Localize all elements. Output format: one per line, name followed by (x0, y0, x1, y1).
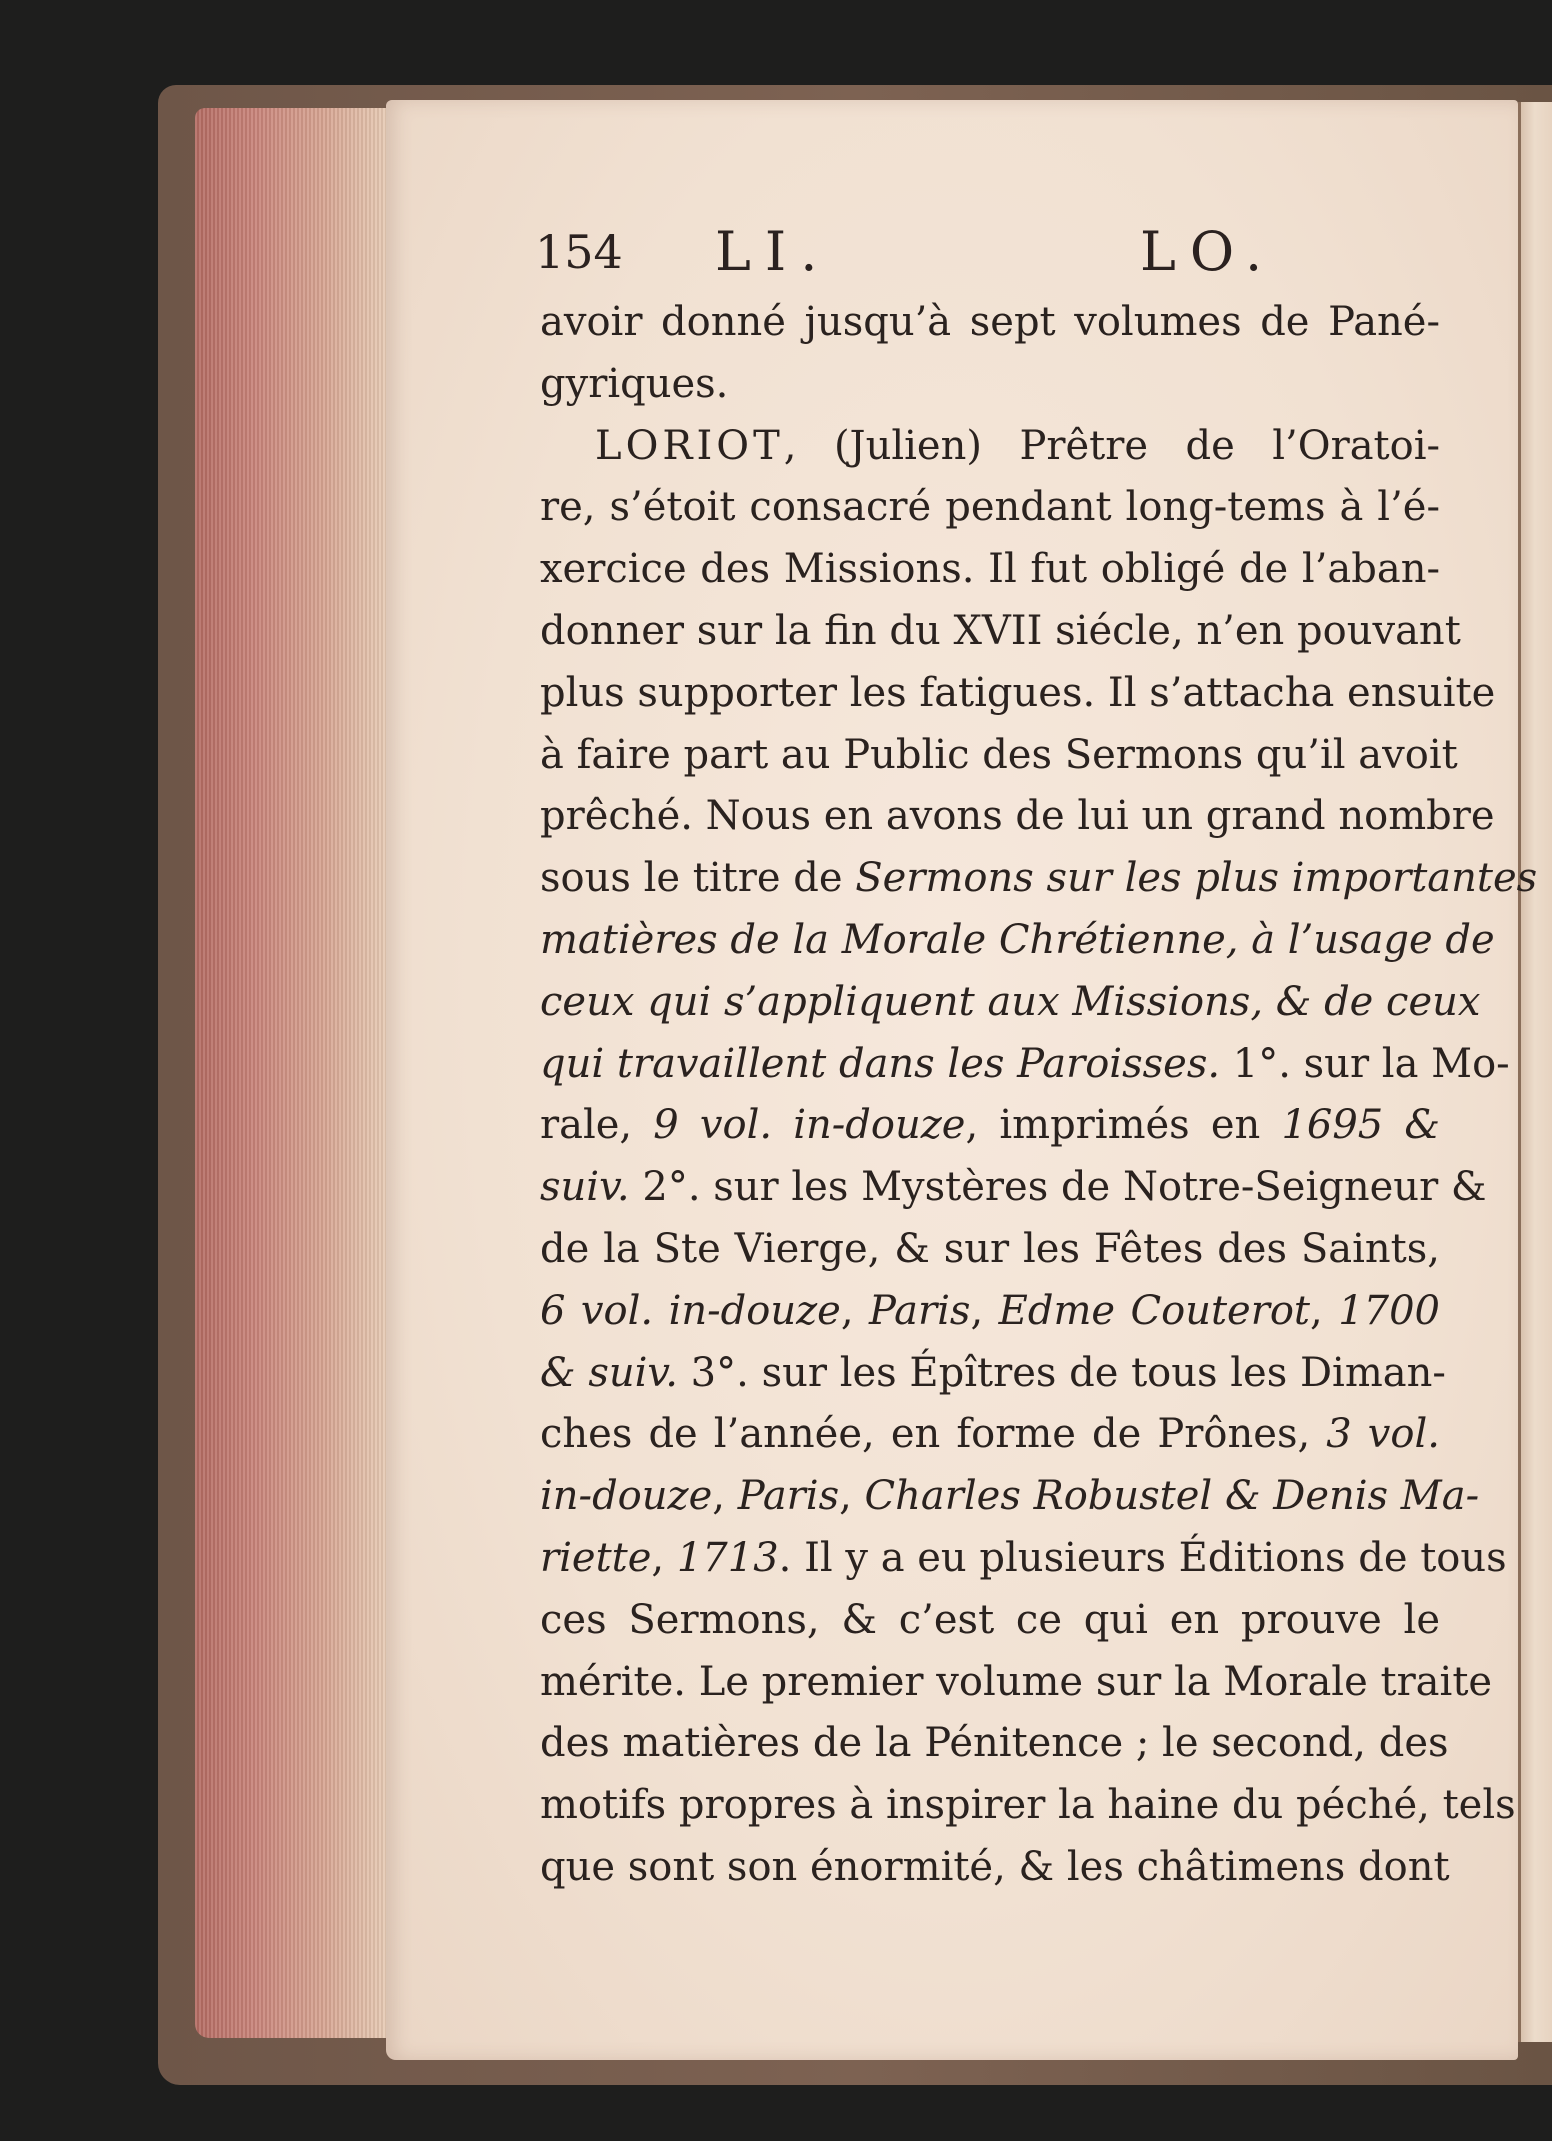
text-line (540, 601, 1461, 663)
text-line (540, 416, 1440, 478)
italic-text: 9 vol. in-douze (653, 1102, 966, 1149)
text-run: , (1310, 1287, 1339, 1334)
italic-text: Edme Couterot (998, 1287, 1310, 1334)
text-run: plus supporter les fatigues. Il s’attacha ensuite (540, 669, 1496, 716)
text-line (540, 1528, 1507, 1590)
text-run: donner sur la fin du XVII siécle, n’en pouvant (540, 607, 1461, 654)
italic-text: & suiv. (540, 1349, 678, 1396)
italic-text: in-douze (540, 1473, 713, 1520)
text-run: 2°. sur les Mystères de Notre-Seigneur & (629, 1164, 1487, 1211)
text-run: , (970, 1287, 999, 1334)
italic-text: ceux qui s’appliquent aux Missions, & de ceux (540, 978, 1481, 1025)
text-run: motifs propres à inspirer la haine du péché, tels (540, 1782, 1516, 1829)
text-run: de la Ste Vierge, & sur les Fêtes des Saints, (540, 1225, 1440, 1272)
text-line (540, 477, 1440, 539)
italic-text: 3 vol. (1326, 1411, 1440, 1458)
text-line (540, 910, 1495, 972)
text-line (540, 1775, 1516, 1837)
italic-text: 1700 (1338, 1287, 1440, 1334)
text-line (540, 292, 1440, 354)
text-line (540, 1034, 1510, 1096)
italic-text: qui travaillent dans les Paroisses. (540, 1040, 1221, 1087)
text-line (540, 786, 1495, 848)
entry-name: LORIOT (595, 422, 784, 469)
text-line (540, 539, 1440, 601)
running-header (535, 222, 1295, 292)
text-run: , (712, 1473, 738, 1520)
italic-text: matières de la Morale Chrétienne, à l’usage de (540, 916, 1495, 963)
text-run: avoir donné jusqu’à sept volumes de Pané- (540, 299, 1440, 345)
italic-text: 1713 (676, 1534, 779, 1581)
text-run: que sont son énormité, & les châtimens dont (540, 1843, 1450, 1890)
text-run: mérite. Le premier volume sur la Morale traite (540, 1658, 1493, 1705)
text-run: ces Sermons, & c’est ce qui en prouve le (540, 1596, 1440, 1643)
header-left-word: LI. (715, 220, 832, 283)
text-run: à faire part au Public des Sermons qu’il avoit (540, 731, 1458, 778)
text-run: 1°. sur la Mo- (1220, 1040, 1510, 1087)
italic-text: Charles Robustel & Denis Ma- (864, 1473, 1480, 1520)
text-run: rale, (540, 1102, 654, 1149)
text-run: re, s’étoit consacré pendant long-tems à l’é- (540, 484, 1440, 531)
text-line (540, 972, 1481, 1034)
italic-text: Sermons sur les plus importantes (855, 855, 1538, 902)
text-line (540, 848, 1538, 910)
text-run: . Il y a eu plusieurs Éditions de tous (778, 1534, 1507, 1581)
text-line (540, 1343, 1446, 1405)
body-text (540, 292, 1538, 1899)
italic-text: riette (540, 1534, 652, 1581)
page-edges (195, 108, 395, 2038)
text-line (540, 663, 1496, 725)
text-line (540, 1219, 1440, 1281)
text-line (540, 725, 1458, 787)
italic-text: 1695 & (1281, 1102, 1440, 1149)
facing-page-edge (1518, 102, 1552, 2042)
text-run: sous le titre de (540, 855, 856, 902)
text-run: prêché. Nous en avons de lui un grand nombre (540, 793, 1495, 840)
italic-text: Paris (737, 1473, 840, 1520)
text-run: gyriques. (540, 360, 729, 407)
text-line (540, 1652, 1493, 1714)
text-run: , (840, 1287, 870, 1334)
header-right-word: LO. (1140, 220, 1277, 283)
italic-text: Paris (869, 1287, 971, 1334)
text-line (540, 1281, 1440, 1343)
italic-text: 6 vol. in-douze (540, 1287, 841, 1334)
text-run: , (Julien) Prêtre de l’Oratoi- (783, 422, 1440, 469)
text-line (540, 1157, 1487, 1219)
text-line (540, 1466, 1480, 1528)
text-run: , (839, 1473, 865, 1520)
text-run: 3°. sur les Épîtres de tous les Diman- (677, 1349, 1446, 1396)
page-number: 154 (535, 225, 623, 279)
text-line (540, 1713, 1449, 1775)
text-line (540, 354, 1440, 416)
text-line (540, 1095, 1440, 1157)
text-line (540, 1590, 1440, 1652)
text-run: des matières de la Pénitence ; le second, des (540, 1720, 1449, 1767)
text-run: ches de l’année, en forme de Prônes, (540, 1411, 1327, 1458)
text-line (540, 1837, 1450, 1899)
text-run: , (651, 1534, 677, 1581)
text-run: xercice des Missions. Il fut obligé de l’aban- (540, 546, 1440, 593)
text-run: , imprimés en (965, 1102, 1282, 1149)
text-line (540, 1404, 1440, 1466)
italic-text: suiv. (540, 1164, 630, 1211)
